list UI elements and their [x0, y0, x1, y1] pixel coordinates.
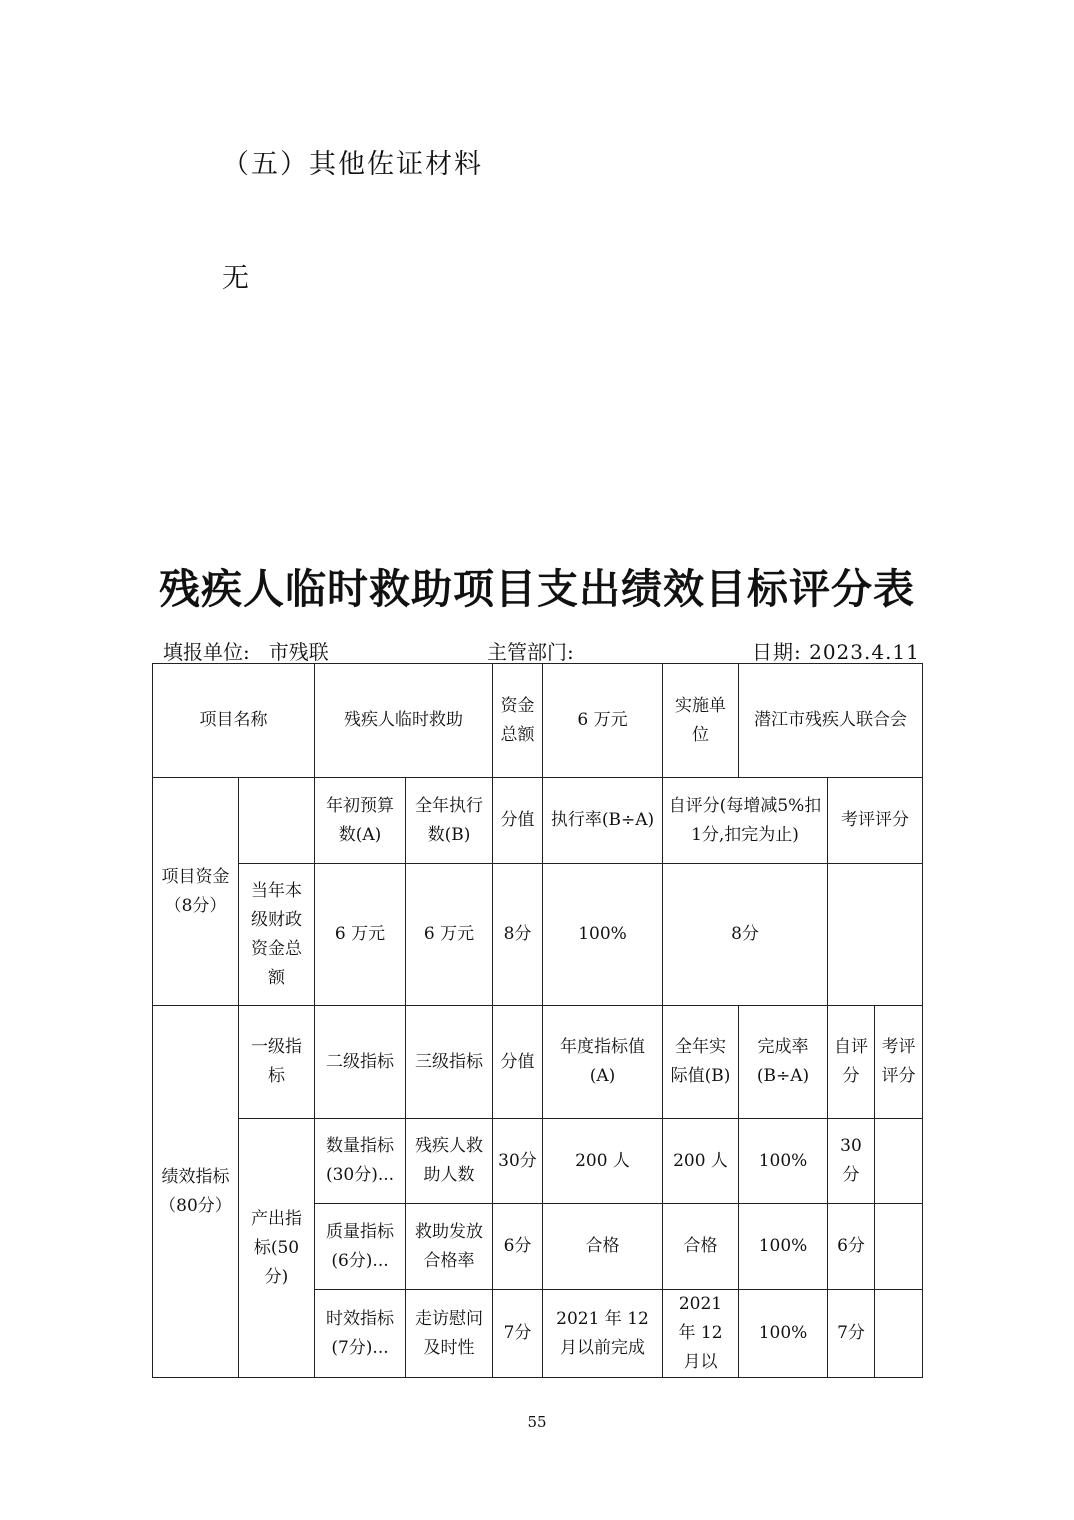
self-eval-header: 自评分(每增减5%扣1分,扣完为止) [663, 778, 828, 864]
review-score-cell [875, 1204, 923, 1290]
fund-data-row [153, 864, 923, 1006]
completion-cell: 100% [739, 1290, 828, 1378]
section-content: 无 [222, 263, 249, 294]
level2-cell: 时效指标(7分)... [315, 1290, 406, 1378]
level1-header: 一级指标 [239, 1006, 315, 1119]
executed-value: 6 万元 [406, 864, 493, 1006]
level3-cell: 走访慰问及时性 [406, 1290, 493, 1378]
date-label: 日期: 2023.4.11 [752, 640, 920, 664]
review-header: 考评评分 [828, 778, 923, 864]
perf-section-label: 绩效指标（80分） [153, 1006, 239, 1378]
self-eval-value: 8分 [663, 864, 828, 1006]
budget-value: 6 万元 [315, 864, 406, 1006]
fund-row-label: 当年本级财政资金总额 [239, 864, 315, 1006]
project-name-value: 残疾人临时救助 [315, 664, 493, 778]
score-cell: 6分 [493, 1204, 543, 1290]
level2-cell: 质量指标(6分)... [315, 1204, 406, 1290]
review-score-cell [875, 1290, 923, 1378]
score-cell: 30分 [493, 1119, 543, 1204]
impl-unit-label: 实施单位 [663, 664, 739, 778]
executed-header: 全年执行数(B) [406, 778, 493, 864]
self-score-cell: 7分 [828, 1290, 875, 1378]
perf-header-row [153, 1006, 923, 1119]
target-cell: 200 人 [543, 1119, 663, 1204]
project-info-row [153, 664, 923, 778]
level3-cell: 救助发放合格率 [406, 1204, 493, 1290]
actual-header: 全年实际值(B) [663, 1006, 739, 1119]
project-name-label: 项目名称 [153, 664, 315, 778]
page-title: 残疾人临时救助项目支出绩效目标评分表 [159, 565, 915, 613]
fund-header-row [153, 778, 923, 864]
department-label: 主管部门: [487, 640, 574, 664]
perf-score-header: 分值 [493, 1006, 543, 1119]
review-score-header: 考评评分 [875, 1006, 923, 1119]
completion-cell: 100% [739, 1119, 828, 1204]
impl-unit-value: 潜江市残疾人联合会 [739, 664, 923, 778]
review-score-cell [875, 1119, 923, 1204]
level3-cell: 残疾人救助人数 [406, 1119, 493, 1204]
target-cell: 2021 年 12 月以前完成 [543, 1290, 663, 1378]
fund-total-value: 6 万元 [543, 664, 663, 778]
completion-header: 完成率(B÷A) [739, 1006, 828, 1119]
level2-header: 二级指标 [315, 1006, 406, 1119]
self-score-header: 自评分 [828, 1006, 875, 1119]
score-header: 分值 [493, 778, 543, 864]
budget-header: 年初预算数(A) [315, 778, 406, 864]
fund-total-label: 资金总额 [493, 664, 543, 778]
fund-score-value: 8分 [493, 864, 543, 1006]
output-indicator-label: 产出指标(50分) [239, 1119, 315, 1378]
fund-section-label: 项目资金（8分） [153, 778, 239, 1006]
rate-value: 100% [543, 864, 663, 1006]
review-value [828, 864, 923, 1006]
actual-cell: 200 人 [663, 1119, 739, 1204]
rate-header: 执行率(B÷A) [543, 778, 663, 864]
score-table [152, 663, 923, 1378]
score-cell: 7分 [493, 1290, 543, 1378]
blank-cell [239, 778, 315, 864]
actual-cell: 合格 [663, 1204, 739, 1290]
target-cell: 合格 [543, 1204, 663, 1290]
actual-cell: 2021 年 12 月以 [663, 1290, 739, 1378]
page-number: 55 [527, 1413, 547, 1431]
section-heading: （五）其他佐证材料 [222, 149, 483, 180]
target-header: 年度指标值(A) [543, 1006, 663, 1119]
level3-header: 三级指标 [406, 1006, 493, 1119]
fill-unit-label: 填报单位: 市残联 [163, 640, 329, 664]
table-row [153, 1119, 923, 1204]
self-score-cell: 6分 [828, 1204, 875, 1290]
completion-cell: 100% [739, 1204, 828, 1290]
level2-cell: 数量指标(30分)... [315, 1119, 406, 1204]
self-score-cell: 30分 [828, 1119, 875, 1204]
